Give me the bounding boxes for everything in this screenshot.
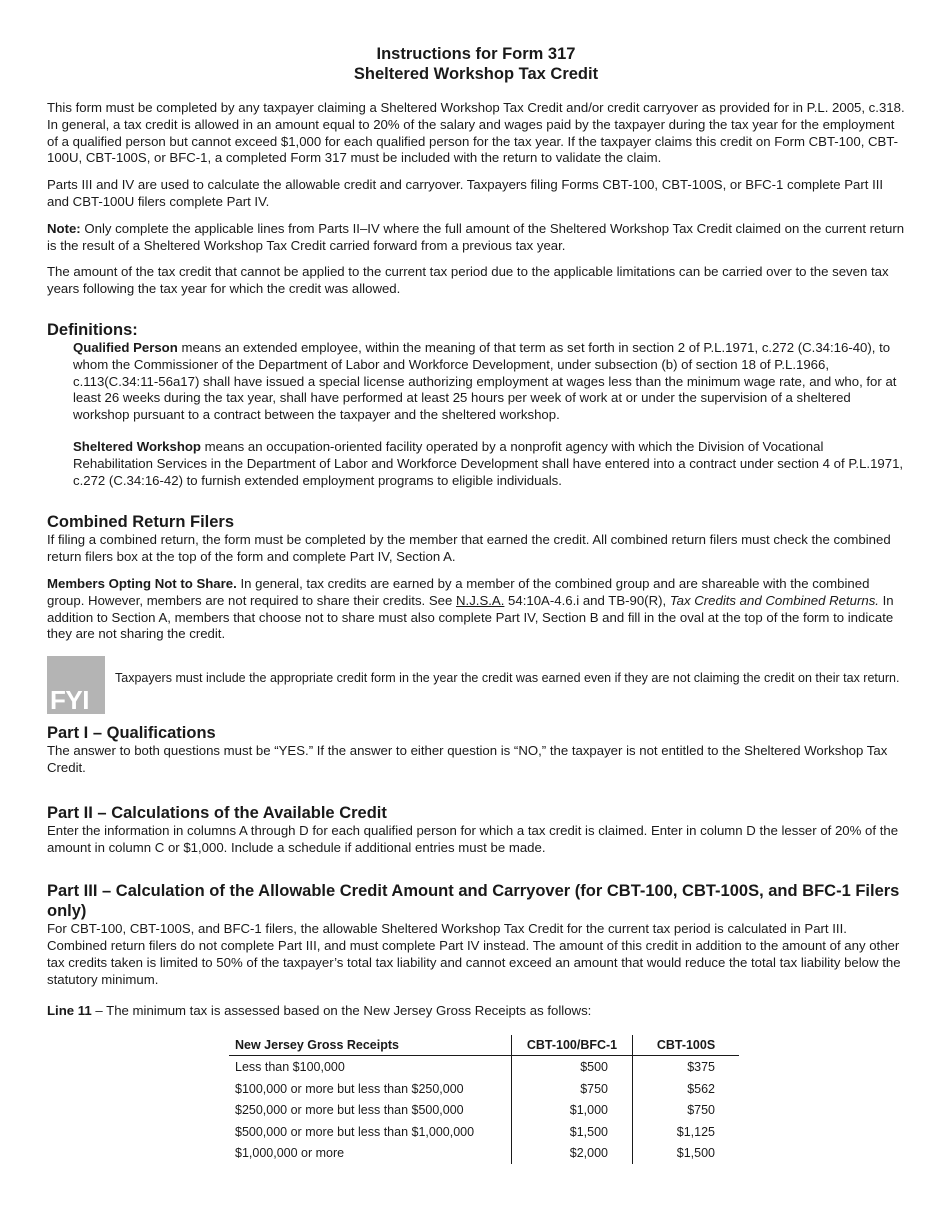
parts-paragraph: Parts III and IV are used to calculate the allowable credit and carryover. Taxpayers filing Forms CBT-100, CBT-100S, or BFC-1 complete Part III and CBT-100U filers complete Part IV. xyxy=(47,177,884,209)
qualified-person-text: means an extended employee, within the meaning of that term as set forth in section 2 of P.L.1971, c.272 (C.34:16-40), to whom the Commissioner of the Department of Labor and Workforce Development, under subsection (b) of section 18 of P.L.1966, c.113(C.34:11-56a17) shall have issued a special license authorizing employment at wages less than the minimum wage rate, and who, for at least 26 weeks during the tax year, shall have performed at least 25 hours per week of work at or under the supervision of a sheltered workshop pursuant to a contract between the taxpayer and the sheltered workshop. xyxy=(73,339,897,423)
table-row xyxy=(229,1121,739,1143)
combined-return-paragraph: If filing a combined return, the form must be completed by the member that earned the credit. All combined return filers must check the combined return filers box at the top of the form and complete Part IV, Section A. xyxy=(47,532,891,565)
header-cbt100s: CBT-100S xyxy=(633,1035,740,1056)
header-cbt100-bfc1: CBT-100/BFC-1 xyxy=(512,1035,633,1056)
members-text-2: 54:10A-4.6.i and TB-90(R), xyxy=(504,592,670,608)
part2-heading: Part II – Calculations of the Available Credit xyxy=(47,803,387,822)
sheltered-workshop-text: means an occupation-oriented facility operated by a nonprofit agency with which the Division of Vocational Rehabilitation Services in the Department of Labor and Workforce Development shall have entered into a contract under section 4 of P.L.1971, c.272 (C.34:16-42) to furnish extended employment programs to eligible individuals. xyxy=(73,438,904,488)
note-label: Note: xyxy=(47,220,81,236)
fyi-badge-text: FYI xyxy=(50,685,89,716)
line11-paragraph xyxy=(47,1003,905,1020)
cbt100-bfc1-cell: $750 xyxy=(512,1078,633,1100)
cbt100-bfc1-cell: $500 xyxy=(512,1056,633,1078)
instructions-page xyxy=(47,44,905,1164)
cbt100-bfc1-cell: $2,000 xyxy=(512,1142,633,1164)
njsa-reference: N.J.S.A. xyxy=(456,592,505,608)
cbt100-bfc1-cell: $1,000 xyxy=(512,1099,633,1121)
note-paragraph xyxy=(47,221,905,255)
page-title xyxy=(47,44,905,84)
part2-text: Enter the information in columns A through D for each qualified person for which a tax credit is claimed. Enter in column D the lesser of 20% of the amount in column C or $1,000. Include a schedule if additional entries must be made. xyxy=(47,822,899,855)
line11-text: – The minimum tax is assessed based on the New Jersey Gross Receipts as follows: xyxy=(91,1002,592,1018)
qualified-person-term: Qualified Person xyxy=(73,339,178,355)
table-row xyxy=(229,1078,739,1100)
gross-receipts-cell: $100,000 or more but less than $250,000 xyxy=(235,1081,464,1096)
gross-receipts-cell: Less than $100,000 xyxy=(235,1060,345,1075)
minimum-tax-table xyxy=(229,1035,739,1164)
table-row xyxy=(229,1099,739,1121)
title-line-2: Sheltered Workshop Tax Credit xyxy=(353,65,599,83)
members-opting-paragraph xyxy=(47,576,905,643)
table-row xyxy=(229,1056,739,1078)
gross-receipts-cell: $250,000 or more but less than $500,000 xyxy=(235,1103,464,1118)
sheltered-workshop-definition xyxy=(47,439,905,489)
gross-receipts-cell: $500,000 or more but less than $1,000,000 xyxy=(235,1124,475,1139)
members-text-1: In general, tax credits are earned by a member of the combined group and are shareable with the combined group. However, members are not required to share their credits. See xyxy=(47,575,870,608)
part1-text: The answer to both questions must be “YES.” If the answer to either question is “NO,” the taxpayer is not entitled to the Sheltered Workshop Tax Credit. xyxy=(47,743,888,775)
fyi-text: Taxpayers must include the appropriate credit form in the year the credit was earned even if they are not claiming the credit on their tax return. xyxy=(115,671,900,686)
carryover-paragraph: The amount of the tax credit that cannot be applied to the current tax period due to the applicable limitations can be carried over to the seven tax years following the tax year for which the credit was allowed. xyxy=(47,264,889,297)
qualified-person-definition xyxy=(47,340,905,424)
part3-text: For CBT-100, CBT-100S, and BFC-1 filers, the allowable Sheltered Workshop Tax Credit for the current tax period is calculated in Part III. Combined return filers do not complete Part III, and must complete Part IV instead. The amount of this credit in addition to the amount of any other tax credits taken is limited to 50% of the taxpayer’s total tax liability and cannot exceed an amount that would reduce the total tax liability below the statutory minimum. xyxy=(47,921,901,987)
part1-heading: Part I – Qualifications xyxy=(47,724,216,743)
cbt100s-cell: $1,500 xyxy=(633,1142,740,1164)
gross-receipts-cell: $1,000,000 or more xyxy=(235,1146,345,1161)
header-gross-receipts: New Jersey Gross Receipts xyxy=(229,1035,512,1056)
tb90-title: Tax Credits and Combined Returns. xyxy=(669,592,879,608)
cbt100s-cell: $750 xyxy=(633,1099,740,1121)
members-text-3: In addition to Section A, members that choose not to share must also complete Part IV, Section B and fill in the oval at the top of the form to indicate they are not sharing the credit. xyxy=(47,592,894,642)
combined-return-heading: Combined Return Filers xyxy=(47,513,235,532)
cbt100s-cell: $1,125 xyxy=(633,1121,740,1143)
definitions-heading: Definitions: xyxy=(47,320,138,339)
fyi-callout xyxy=(47,656,905,714)
intro-paragraph: This form must be completed by any taxpayer claiming a Sheltered Workshop Tax Credit and/or credit carryover as provided for in P.L. 2005, c.318. In general, a tax credit is allowed in an amount equal to 20% of the salary and wages paid by the taxpayer during the tax year for the employment of a qualified person but cannot exceed $1,000 for each qualified person for the tax year. If the taxpayer claims this credit on Form CBT-100, CBT-100U, CBT-100S, or BFC-1, a completed Form 317 must be included with the return to validate the claim. xyxy=(47,100,905,166)
cbt100-bfc1-cell: $1,500 xyxy=(512,1121,633,1143)
note-text: Only complete the applicable lines from Parts II–IV where the full amount of the Sheltered Workshop Tax Credit claimed on the current return is the result of a Sheltered Workshop Tax Credit carried forward from a previous tax year. xyxy=(47,220,905,253)
fyi-icon xyxy=(47,656,105,714)
line11-label: Line 11 xyxy=(47,1002,92,1018)
table-header-row xyxy=(229,1035,739,1056)
part3-heading: Part III – Calculation of the Allowable Credit Amount and Carryover (for CBT-100, CBT-100S, and BFC-1 Filers only) xyxy=(47,882,900,921)
members-opting-label: Members Opting Not to Share. xyxy=(47,575,237,591)
title-line-1: Instructions for Form 317 xyxy=(376,45,576,63)
sheltered-workshop-term: Sheltered Workshop xyxy=(73,438,201,454)
cbt100s-cell: $375 xyxy=(633,1056,740,1078)
table-row xyxy=(229,1142,739,1164)
cbt100s-cell: $562 xyxy=(633,1078,740,1100)
